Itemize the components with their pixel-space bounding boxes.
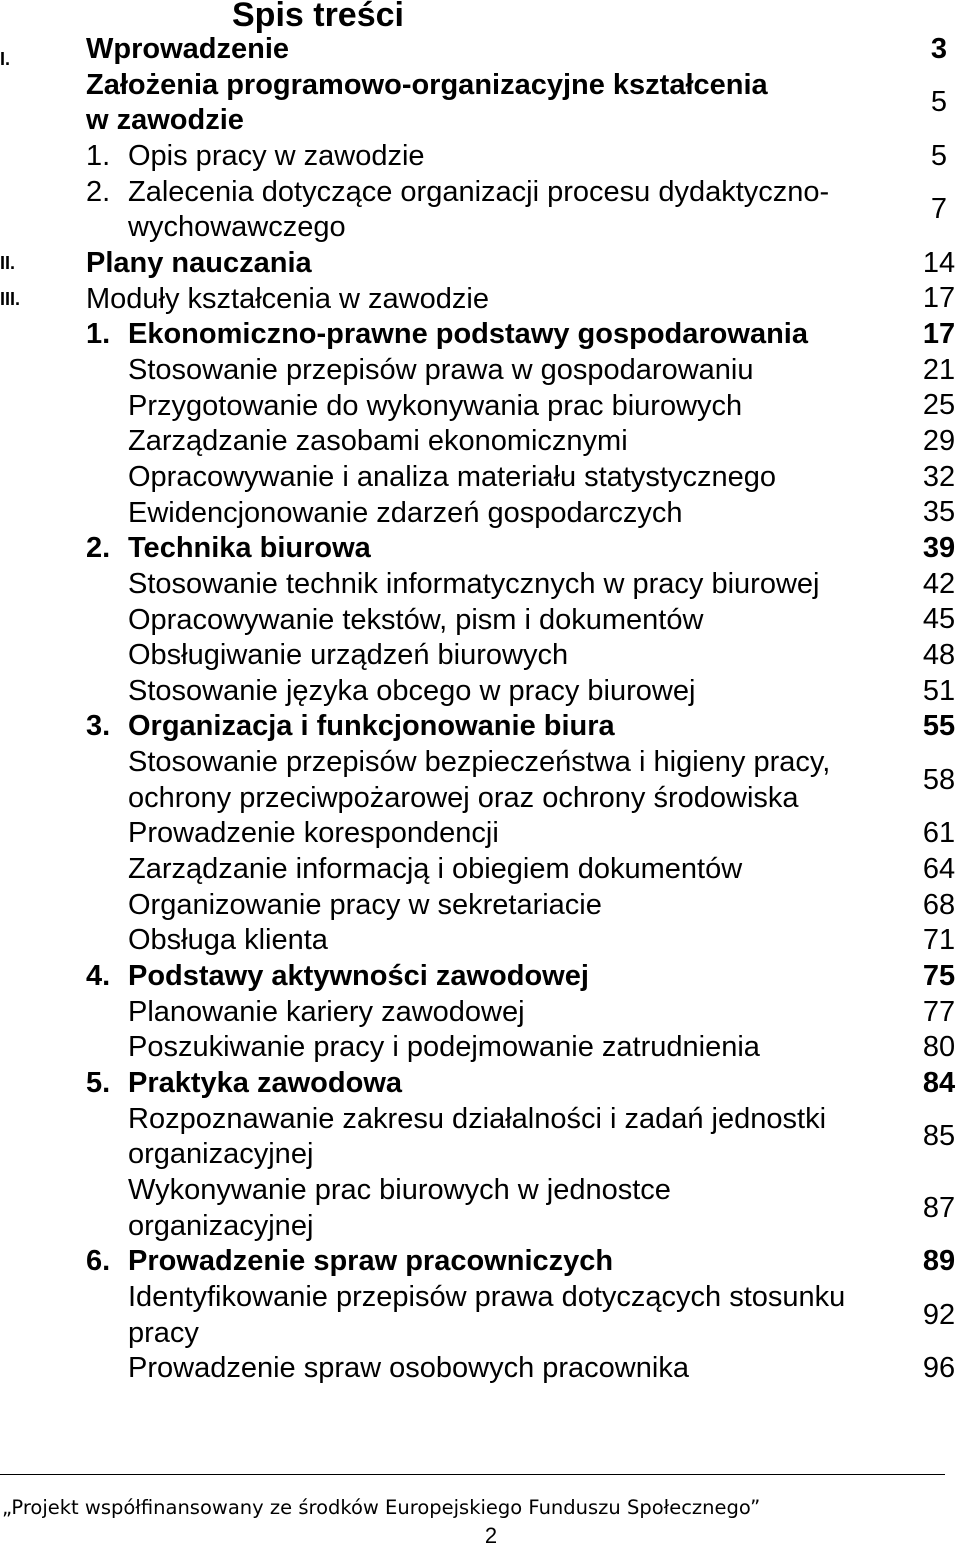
toc-chapter-2 <box>0 246 960 282</box>
page-number: 3 <box>930 33 948 65</box>
page-number: 21 <box>922 353 956 386</box>
entry-title-line: Plany nauczania <box>86 246 312 279</box>
footer-page-number: 2 <box>484 1523 498 1548</box>
page-number: 55 <box>922 710 956 743</box>
page-number: 58 <box>922 763 956 796</box>
entry-title-line: Rozpoznawanie zakresu działalności i zadań jednostki <box>128 1102 827 1135</box>
page-number: 61 <box>922 817 956 850</box>
toc-unit <box>0 1280 960 1351</box>
entry-number: 3. <box>86 710 111 743</box>
toc-unit <box>0 389 960 425</box>
toc-module <box>0 959 960 995</box>
entry-title-line: Zarządzanie informacją i obiegiem dokumentów <box>128 853 743 886</box>
entry-title-line: Organizacja i funkcjonowanie biura <box>128 710 615 743</box>
toc-module <box>0 709 960 745</box>
entry-title-line: Stosowanie języka obcego w pracy biurowej <box>128 674 696 707</box>
toc-module <box>0 1244 960 1280</box>
entry-title-line: Moduły kształcenia w zawodzie <box>86 282 489 315</box>
page-number: 42 <box>922 567 956 600</box>
toc-module <box>0 1066 960 1102</box>
toc-unit <box>0 745 960 816</box>
page-number: 17 <box>922 318 956 351</box>
entry-title-line: Poszukiwanie pracy i podejmowanie zatrudnienia <box>128 1031 760 1064</box>
entry-title-line: Opis pracy w zawodzie <box>128 139 425 172</box>
page-number: 51 <box>922 674 956 707</box>
entry-title-line: Prowadzenie spraw pracowniczych <box>128 1245 614 1278</box>
toc-unit <box>0 496 960 532</box>
page-number: 77 <box>922 995 956 1028</box>
page-number: 35 <box>922 496 956 529</box>
page-number: 87 <box>922 1191 956 1224</box>
entry-title-line: Obsługiwanie urządzeń biurowych <box>128 639 569 672</box>
entry-title-line: w zawodzie <box>86 104 244 137</box>
page-number: 92 <box>922 1298 956 1331</box>
entry-number: 6. <box>86 1245 111 1278</box>
toc-section <box>0 175 960 246</box>
toc-unit <box>0 567 960 603</box>
entry-title-line: Technika biurowa <box>128 532 371 565</box>
entry-title-line: Zalecenia dotyczące organizacji procesu dydaktyczno- <box>128 175 830 208</box>
entry-title-line: Ekonomiczno-prawne podstawy gospodarowania <box>128 318 808 351</box>
entry-title-line: ochrony przeciwpożarowej oraz ochrony środowiska <box>128 781 799 814</box>
entry-title-line: wychowawczego <box>128 211 346 244</box>
page-number: 25 <box>922 389 956 422</box>
entry-title-line: Praktyka zawodowa <box>128 1067 402 1100</box>
page-number: 17 <box>922 282 956 315</box>
entry-title-line: Prowadzenie spraw osobowych pracownika <box>128 1352 689 1385</box>
toc-module <box>0 531 960 567</box>
entry-title-line: Stosowanie przepisów bezpieczeństwa i higieny pracy, <box>128 746 831 779</box>
page-title: Spis treści <box>232 0 404 34</box>
entry-number: 2. <box>86 175 111 208</box>
entry-title-line: Stosowanie przepisów prawa w gospodarowaniu <box>128 353 754 386</box>
footer-project-note: „Projekt współfinansowany ze środków Europejskiego Funduszu Społecznego” <box>2 1496 761 1519</box>
entry-number: 1. <box>86 318 111 351</box>
page-number: 5 <box>930 86 948 119</box>
page-number: 5 <box>930 139 948 172</box>
toc-unit <box>0 816 960 852</box>
page-number: 71 <box>922 924 956 957</box>
page-number: 96 <box>922 1352 956 1385</box>
entry-title-line: Organizowanie pracy w sekretariacie <box>128 888 602 921</box>
entry-number: 4. <box>86 960 111 993</box>
roman-numeral: III. <box>0 288 21 309</box>
entry-title-line: Obsługa klienta <box>128 924 328 957</box>
toc-unit <box>0 888 960 924</box>
toc-unit <box>0 852 960 888</box>
entry-title-line: organizacyjnej <box>128 1138 314 1171</box>
entry-title-line: Przygotowanie do wykonywania prac biurowych <box>128 389 743 422</box>
entry-title-line: Prowadzenie korespondencji <box>128 817 499 850</box>
page-number: 14 <box>922 246 956 279</box>
toc-unit <box>0 1173 960 1244</box>
entry-title-line: Założenia programowo-organizacyjne kształcenia <box>86 68 768 101</box>
page-number: 85 <box>922 1120 956 1153</box>
entry-number: 2. <box>86 532 111 565</box>
toc-section <box>0 139 960 175</box>
page-number: 89 <box>922 1245 956 1278</box>
toc-entry-intro <box>0 32 960 68</box>
toc-unit <box>0 424 960 460</box>
toc-unit <box>0 1102 960 1173</box>
toc-chapter-3 <box>0 282 960 318</box>
toc-unit <box>0 674 960 710</box>
page-number: 64 <box>922 853 956 886</box>
toc-unit <box>0 1030 960 1066</box>
page-number: 7 <box>930 193 948 226</box>
entry-title-line: pracy <box>128 1316 199 1349</box>
entry-number: 1. <box>86 139 111 172</box>
toc-unit <box>0 460 960 496</box>
page-number: 68 <box>922 888 956 921</box>
entry-title-line: Opracowywanie i analiza materiału statystycznego <box>128 460 776 493</box>
entry-number: 5. <box>86 1067 111 1100</box>
page-number: 39 <box>922 532 956 565</box>
entry-title-line: Planowanie kariery zawodowej <box>128 995 525 1028</box>
entry-title-line: Zarządzanie zasobami ekonomicznymi <box>128 425 628 458</box>
table-of-contents <box>0 32 960 1387</box>
page-number: 84 <box>922 1067 956 1100</box>
page-number: 75 <box>922 960 956 993</box>
toc-module <box>0 317 960 353</box>
entry-title-line: Wprowadzenie <box>86 33 290 65</box>
page-number: 48 <box>922 639 956 672</box>
entry-title-line: Stosowanie technik informatycznych w pracy biurowej <box>128 567 820 600</box>
toc-unit <box>0 923 960 959</box>
page-number: 29 <box>922 425 956 458</box>
footer-divider <box>0 1474 945 1475</box>
toc-unit <box>0 638 960 674</box>
entry-title-line: Wykonywanie prac biurowych w jednostce <box>128 1174 671 1206</box>
toc-unit <box>0 995 960 1031</box>
roman-numeral: II. <box>0 252 16 273</box>
entry-title-line: Identyfikowanie przepisów prawa dotyczących stosunku <box>128 1280 846 1313</box>
toc-unit <box>0 603 960 639</box>
entry-title-line: Podstawy aktywności zawodowej <box>128 960 589 993</box>
entry-title-line: Opracowywanie tekstów, pism i dokumentów <box>128 603 704 636</box>
toc-unit <box>0 1351 960 1387</box>
page-number: 32 <box>922 460 956 493</box>
page-number: 80 <box>922 1031 956 1064</box>
page-number: 45 <box>922 603 956 636</box>
entry-title-line: organizacyjnej <box>128 1209 314 1242</box>
entry-title-line: Ewidencjonowanie zdarzeń gospodarczych <box>128 496 683 529</box>
toc-unit <box>0 353 960 389</box>
roman-numeral: I. <box>0 48 11 69</box>
